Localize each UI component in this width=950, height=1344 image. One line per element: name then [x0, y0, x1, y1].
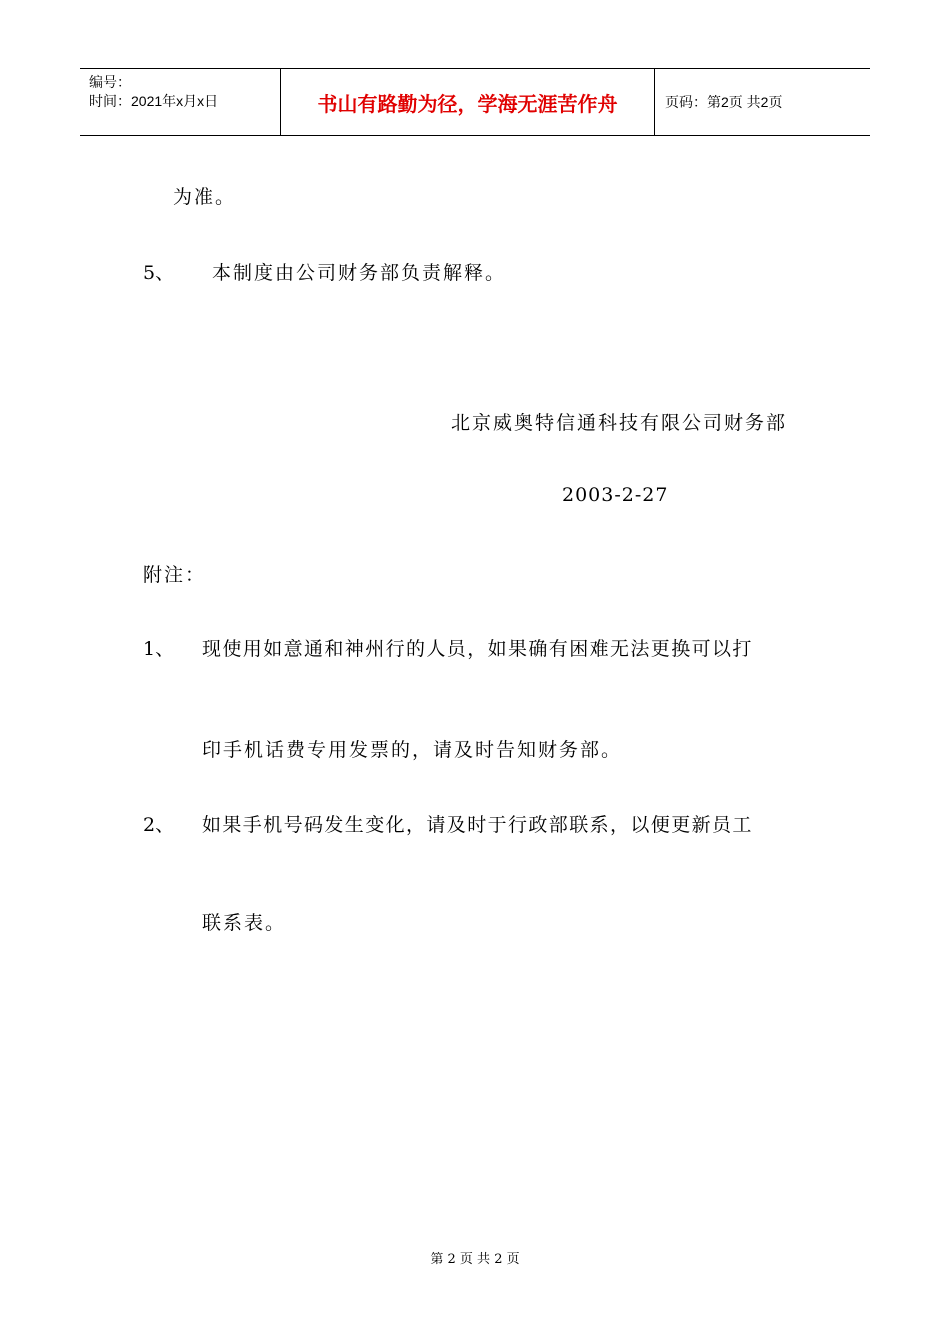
note-2-number: 2、	[143, 814, 175, 836]
header-motto: 书山有路勤为径，学海无涯苦作舟	[281, 69, 655, 135]
note-1-number: 1、	[143, 638, 175, 660]
page-footer: 第 2 页 共 2 页	[430, 1252, 520, 1267]
document-header	[80, 68, 870, 136]
note-2-line-1: 如果手机号码发生变化，请及时于行政部联系，以便更新员工	[202, 814, 753, 836]
note-2-line-2: 联系表。	[202, 912, 287, 934]
document-time-label: 时间：2021年x月x日	[89, 93, 219, 109]
header-meta-cell	[80, 69, 281, 135]
note-1-line-1: 现使用如意通和神州行的人员，如果确有困难无法更换可以打	[202, 638, 753, 660]
signature-organization: 北京威奥特信通科技有限公司财务部	[451, 412, 788, 434]
document-number-label: 编号：	[89, 74, 131, 90]
header-page-number: 页码：第2页 共2页	[665, 94, 783, 110]
notes-title: 附注：	[143, 564, 207, 586]
signature-date: 2003-2-27	[562, 484, 669, 506]
item-5-text: 本制度由公司财务部负责解释。	[212, 262, 507, 284]
item-5-number: 5、	[143, 262, 175, 284]
note-1-line-2: 印手机话费专用发票的，请及时告知财务部。	[202, 739, 623, 761]
continuation-text: 为准。	[173, 186, 237, 208]
